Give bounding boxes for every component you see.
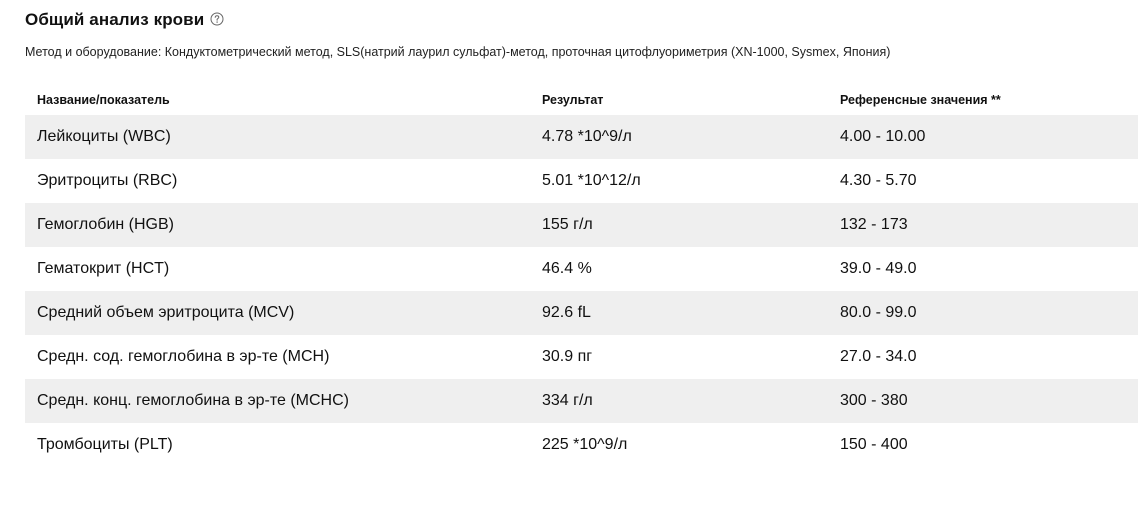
results-table	[25, 85, 1138, 467]
row-name: Эритроциты (RBC)	[37, 172, 178, 189]
row-name: Гемоглобин (HGB)	[37, 216, 174, 233]
row-result: 5.01 *10^12/л	[542, 172, 641, 189]
row-result: 225 *10^9/л	[542, 436, 628, 453]
row-result: 30.9 пг	[542, 348, 593, 365]
row-name: Гематокрит (HCT)	[37, 260, 170, 277]
table-row	[25, 335, 1138, 379]
row-reference: 4.00 - 10.00	[840, 128, 926, 145]
method-description: Метод и оборудование: Кондуктометрический метод, SLS(натрий лаурил сульфат)-метод, проточная цитофлуориметрия (XN-1000, Sysmex, Япония)	[25, 45, 891, 59]
table-row	[25, 291, 1138, 335]
table-row	[25, 379, 1138, 423]
row-reference: 27.0 - 34.0	[840, 348, 917, 365]
row-reference: 150 - 400	[840, 436, 908, 453]
row-name: Средн. конц. гемоглобина в эр-те (MCHC)	[37, 392, 349, 409]
title-row	[25, 9, 224, 31]
row-reference: 39.0 - 49.0	[840, 260, 917, 277]
row-name: Тромбоциты (PLT)	[37, 436, 173, 453]
table-row	[25, 115, 1138, 159]
row-reference: 300 - 380	[840, 392, 908, 409]
row-reference: 80.0 - 99.0	[840, 304, 917, 321]
panel-title: Общий анализ крови	[25, 10, 205, 29]
row-reference: 4.30 - 5.70	[840, 172, 917, 189]
question-circle-icon[interactable]	[210, 12, 224, 26]
row-name: Лейкоциты (WBC)	[37, 128, 171, 145]
row-name: Средний объем эритроцита (MCV)	[37, 304, 295, 321]
row-result: 155 г/л	[542, 216, 593, 233]
table-row	[25, 423, 1138, 467]
table-row	[25, 159, 1138, 203]
row-result: 92.6 fL	[542, 304, 591, 321]
row-result: 334 г/л	[542, 392, 593, 409]
header-result: Результат	[542, 93, 604, 107]
header-reference: Референсные значения **	[840, 93, 1001, 107]
row-result: 46.4 %	[542, 260, 592, 277]
table-row	[25, 247, 1138, 291]
header-name: Название/показатель	[37, 93, 170, 107]
row-name: Средн. сод. гемоглобина в эр-те (MCH)	[37, 348, 330, 365]
row-result: 4.78 *10^9/л	[542, 128, 632, 145]
table-row	[25, 203, 1138, 247]
table-header	[25, 85, 1138, 115]
row-reference: 132 - 173	[840, 216, 908, 233]
